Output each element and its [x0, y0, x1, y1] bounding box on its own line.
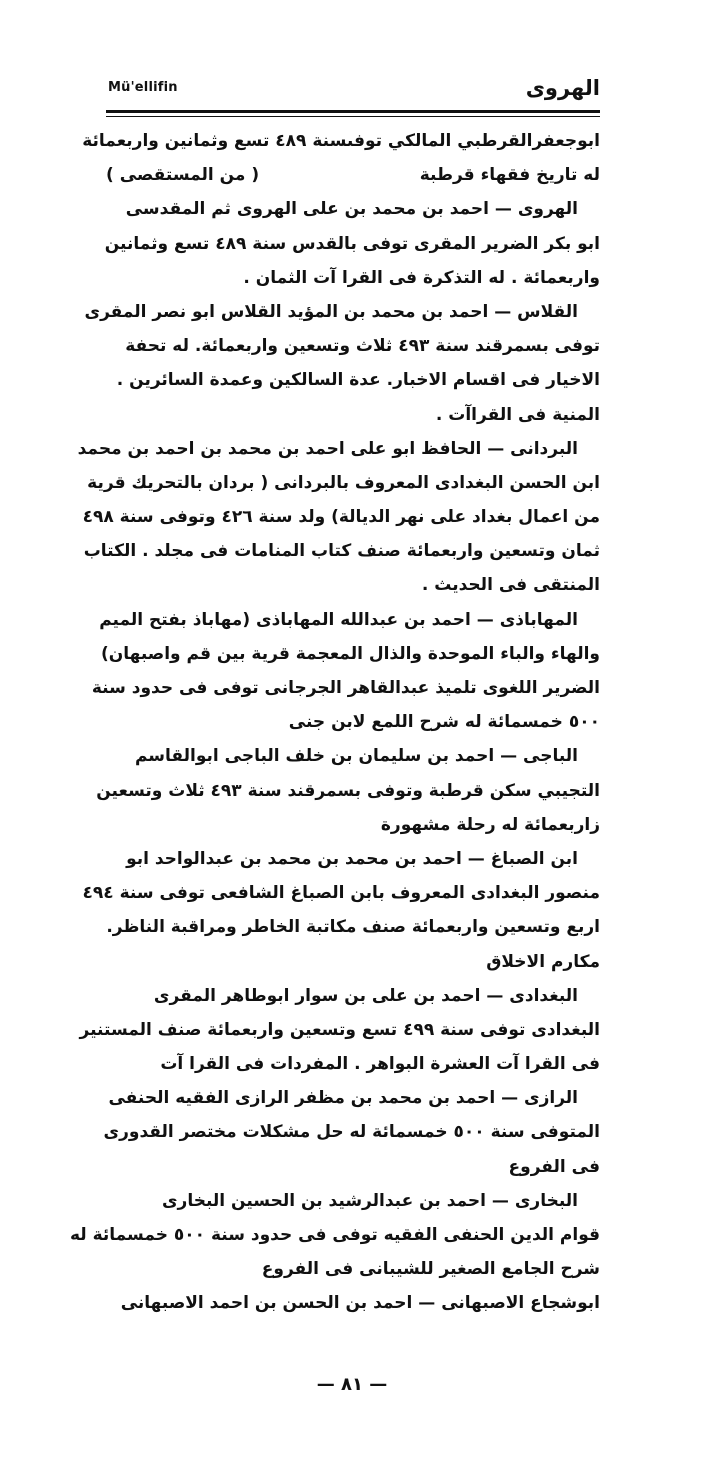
page-number: — ٨١ — — [316, 1374, 388, 1395]
text-line: واربعمائة . له التذكرة فى القرا آت الثمان . — [243, 267, 600, 288]
text-line: البغدادى — احمد بن على بن سوار ابوطاهر المقرى — [153, 985, 578, 1006]
text-line: منصور البغدادى المعروف بابن الصباغ الشافعى توفى سنة ٤٩٤ — [82, 883, 600, 904]
text-line: الباجى — احمد بن سليمان بن خلف الباجى ابوالقاسم — [134, 746, 578, 767]
text-line: والهاء والباء الموحدة والذال المعجمة قرية بين قم واصبهان) — [100, 643, 600, 664]
text-line: ابو بكر الضرير المقرى توفى بالقدس سنة ٤٨٩ تسع وثمانين — [104, 233, 600, 254]
text-line: التجيبي سكن قرطبة وتوفى بسمرقند سنة ٤٩٣ ثلاث وتسعين — [96, 780, 600, 801]
text-line: ثمان وتسعين واربعمائة صنف كتاب المنامات فى مجلد . الكتاب — [83, 541, 600, 562]
text-line: مكارم الاخلاق — [486, 951, 600, 972]
text-line: فى القرا آت العشرة البواهر . المفردات فى القرا آت — [160, 1054, 600, 1075]
text-line: الاخيار فى اقسام الاخبار. عدة السالكين وعمدة السائرين . — [116, 370, 600, 391]
text-line: الرازى — احمد بن محمد بن مظفر الرازى الفقيه الحنفى — [108, 1088, 578, 1109]
text-line-main: له تاريخ فقهاء قرطبة — [419, 165, 600, 186]
text-line: توفى بسمرقند سنة ٤٩٣ ثلاث وتسعين واربعمائة. له تحفة — [125, 336, 600, 357]
text-line: البخارى — احمد بن عبدالرشيد بن الحسين البخارى — [161, 1190, 578, 1211]
header-rule-thin — [106, 116, 600, 117]
header-rule-thick — [106, 110, 600, 113]
text-line: الضرير اللغوى تلميذ عبدالقاهر الجرجانى توفى فى حدود سنة — [91, 678, 600, 698]
text-line: فى الفروع — [508, 1156, 600, 1177]
body-text — [69, 124, 600, 1321]
text-line: ابن الحسن البغدادى المعروف بالبردانى ( بردان بالتحريك قرية — [87, 472, 600, 493]
text-line: ابن الصباغ — احمد بن محمد بن محمد بن عبدالواحد ابو — [126, 848, 578, 869]
text-line: من اعمال بغداد على نهر الديالة) ولد سنة ٤٢٦ وتوفى سنة ٤٩٨ — [82, 507, 600, 528]
text-line: المنية فى القراآت . — [435, 404, 600, 425]
text-line: المهاباذى — احمد بن عبدالله المهاباذى (مهاباذ بفتح الميم — [99, 609, 578, 630]
text-line — [106, 158, 600, 192]
text-line: قوام الدين الحنفى الفقيه توفى فى حدود سنة ٥٠٠ خمسمائة له — [69, 1225, 600, 1245]
running-header — [108, 76, 600, 110]
text-line: اربع وتسعين واربعمائة صنف مكاتبة الخاطر ومراقبة الناظر. — [106, 917, 600, 938]
text-line: زاربعمائة له رحلة مشهورة — [380, 814, 600, 835]
text-line: البردانى — الحافظ ابو على احمد بن محمد بن احمد بن محمد — [77, 438, 578, 459]
text-line: المنتقى فى الحديث . — [421, 575, 600, 596]
header-book-title: Mü'ellifin — [108, 80, 178, 95]
text-line: شرح الجامع الصغير للشيبانى فى الفروع — [261, 1259, 600, 1280]
header-section-title: الهروى — [525, 76, 600, 100]
text-line: ابوجعفرالقرطبي المالكي توفىسنة ٤٨٩ تسع وثمانين واربعمائة — [82, 131, 600, 151]
text-line: القلاس — احمد بن محمد بن المؤيد القلاس ابو نصر المقرى — [84, 301, 578, 322]
text-line: الهروى — احمد بن محمد بن على الهروى ثم المقدسى — [125, 199, 578, 220]
text-line: ٥٠٠ خمسمائة له شرح اللمع لابن جنى — [288, 712, 600, 733]
text-line: ابوشجاع الاصبهانى — احمد بن الحسن بن احمد الاصبهانى — [120, 1293, 600, 1314]
text-line: المتوفى سنة ٥٠٠ خمسمائة له حل مشكلات مختصر القدورى — [103, 1122, 600, 1143]
text-line: البغدادى توفى سنة ٤٩٩ تسع وتسعين واربعمائة صنف المستنير — [79, 1019, 600, 1040]
source-citation: ( من المستقصى ) — [106, 165, 260, 186]
